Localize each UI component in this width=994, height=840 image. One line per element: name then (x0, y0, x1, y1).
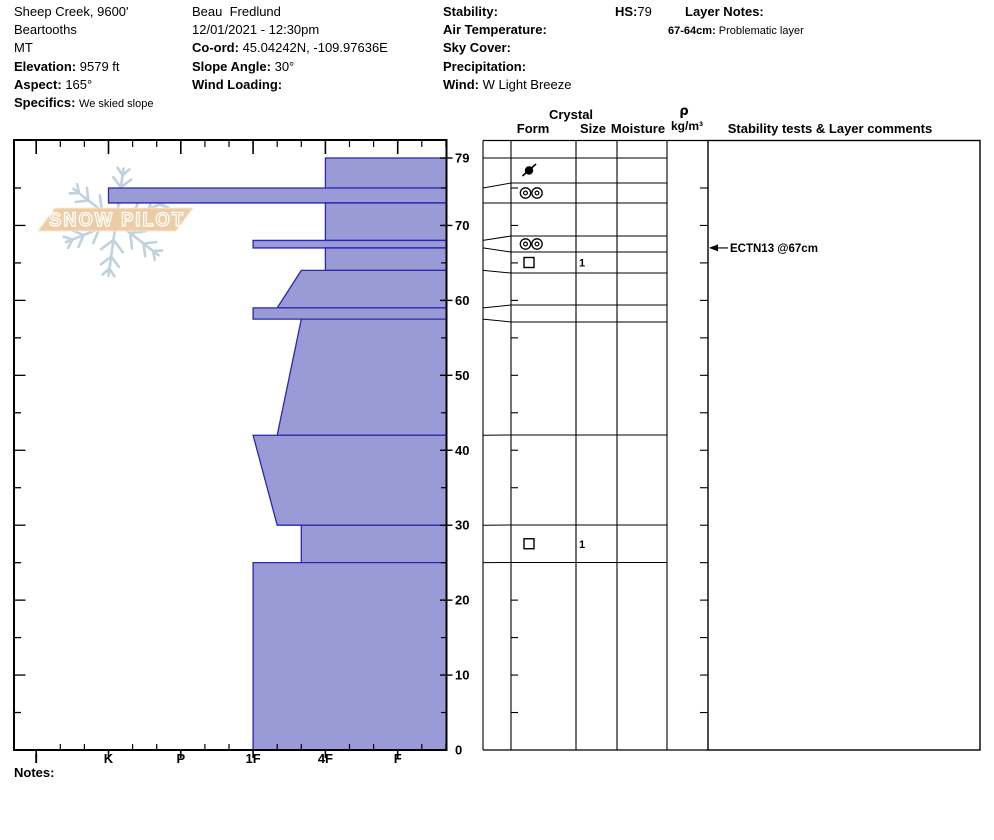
hardness-axis-label: F (393, 751, 402, 766)
hardness-axis-label: K (103, 751, 114, 766)
depth-axis-label: 70 (455, 217, 470, 233)
slope-angle-row (192, 58, 388, 76)
observation-datetime: 12/01/2021 - 12:30pm (192, 22, 320, 38)
melt-freeze-crust-symbol (524, 242, 528, 246)
snow-layer-bar (325, 158, 446, 188)
wind-loading-label: Wind Loading: (192, 76, 283, 92)
layer-connector-line (483, 319, 511, 322)
depth-axis-label: 50 (455, 367, 470, 383)
specifics-label: Specifics: (14, 95, 76, 111)
aspect-label: Aspect: (14, 76, 62, 92)
depth-axis-label: 60 (455, 292, 470, 308)
layer-connector-line (483, 270, 511, 273)
snow-layer-bar (109, 188, 447, 203)
slope-angle-label: Slope Angle: (192, 58, 271, 74)
snow-layer-bar (253, 563, 446, 750)
density-symbol-header: ρ (679, 104, 689, 119)
air-temp-row (443, 21, 571, 39)
stability-label: Stability: (443, 4, 498, 19)
elevation-value: 9579 ft (79, 58, 120, 74)
layer-notes-title: Layer Notes: (685, 4, 764, 19)
stability-row (443, 3, 571, 21)
logo-text: SNOW PILOT (49, 210, 185, 231)
wind-label: Wind: (443, 76, 479, 92)
crystal-size-value: 1 (579, 257, 586, 270)
comments-box (708, 141, 980, 751)
snow-layer-bar (253, 240, 446, 247)
observer-name: Beau Fredlund (192, 4, 281, 19)
precip-label: Precipitation: (443, 58, 527, 74)
depth-axis-label: 0 (455, 742, 463, 758)
faceted-crystal-symbol (524, 539, 534, 549)
observer-info (192, 3, 388, 94)
specifics-row (14, 94, 153, 113)
slope-angle-value: 30° (274, 58, 295, 74)
elevation-label: Elevation: (14, 58, 77, 74)
specifics-value: We skied slope (79, 98, 154, 111)
stability-test-annotation: ECTN13 @67cm (730, 242, 818, 255)
melt-freeze-crust-symbol (524, 191, 528, 195)
depth-axis-label: 30 (455, 517, 470, 533)
coord-value: 45.04242N, -109.97636E (242, 40, 388, 56)
layer-note-entry (668, 22, 804, 40)
elevation-row (14, 58, 153, 76)
sky-cover-label: Sky Cover: (443, 40, 511, 56)
wind-row (443, 76, 571, 94)
size-header: Size (579, 121, 607, 136)
depth-axis-label: 20 (455, 592, 470, 608)
melt-freeze-crust-symbol (520, 239, 530, 249)
snow-layer-bar (253, 308, 446, 319)
snow-layer-bar (325, 248, 446, 270)
crystal-header: Crystal (548, 107, 594, 122)
snowpilot-logo (38, 161, 193, 282)
melt-freeze-crust-symbol (520, 188, 530, 198)
aspect-row (14, 76, 153, 94)
wind-loading-row (192, 76, 388, 94)
layer-note-text: Problematic layer (718, 25, 804, 37)
depth-axis-label: 10 (455, 667, 470, 683)
snow-layer-bar (277, 319, 446, 435)
hs-value: 79 (637, 4, 652, 19)
melt-freeze-crust-symbol (532, 239, 542, 249)
density-units-header: kg/m³ (670, 119, 704, 133)
snow-layer-bar (325, 203, 446, 240)
wind-value: W Light Breeze (482, 76, 572, 92)
melt-freeze-crust-symbol (532, 188, 542, 198)
melt-freeze-crust-symbol (535, 242, 539, 246)
hardness-axis-label: 4F (317, 751, 333, 766)
coord-label: Co-ord: (192, 40, 239, 56)
range-name: Beartooths (14, 22, 77, 38)
comments-header: Stability tests & Layer comments (727, 121, 933, 136)
air-temp-label: Air Temperature: (443, 22, 547, 38)
aspect-value: 165° (65, 76, 93, 92)
hardness-axis-label: 1F (245, 751, 261, 766)
hardness-axis-label: P (176, 751, 186, 766)
state: MT (14, 40, 33, 56)
layer-notes (685, 3, 764, 21)
snow-height (615, 3, 652, 21)
form-header: Form (516, 121, 550, 136)
snow-layer-bar (253, 435, 446, 525)
layer-connector-line (483, 248, 511, 252)
crystal-size-value: 1 (579, 538, 586, 551)
precip-row (443, 58, 571, 76)
faceted-crystal-symbol (524, 258, 534, 268)
snow-layer-bar (277, 270, 446, 307)
location-info (14, 3, 153, 113)
hardness-axis-label: I (34, 751, 39, 766)
layer-connector-line (483, 183, 511, 188)
coord-row (192, 39, 388, 57)
layer-connector-line (483, 305, 511, 308)
notes-label: Notes: (14, 765, 55, 780)
moisture-header: Moisture (610, 121, 666, 136)
conditions-info (443, 3, 571, 94)
layer-connector-line (483, 236, 511, 240)
depth-axis-label: 79 (455, 150, 470, 166)
snow-layer-bar (301, 525, 446, 562)
melt-freeze-crust-symbol (535, 191, 539, 195)
depth-axis-label: 40 (455, 442, 470, 458)
hs-label: HS: (615, 4, 638, 19)
annotation-arrowhead (709, 244, 718, 251)
layer-note-range: 67-64cm: (668, 25, 716, 37)
sky-cover-row (443, 39, 571, 57)
site-name: Sheep Creek, 9600' (14, 4, 129, 19)
